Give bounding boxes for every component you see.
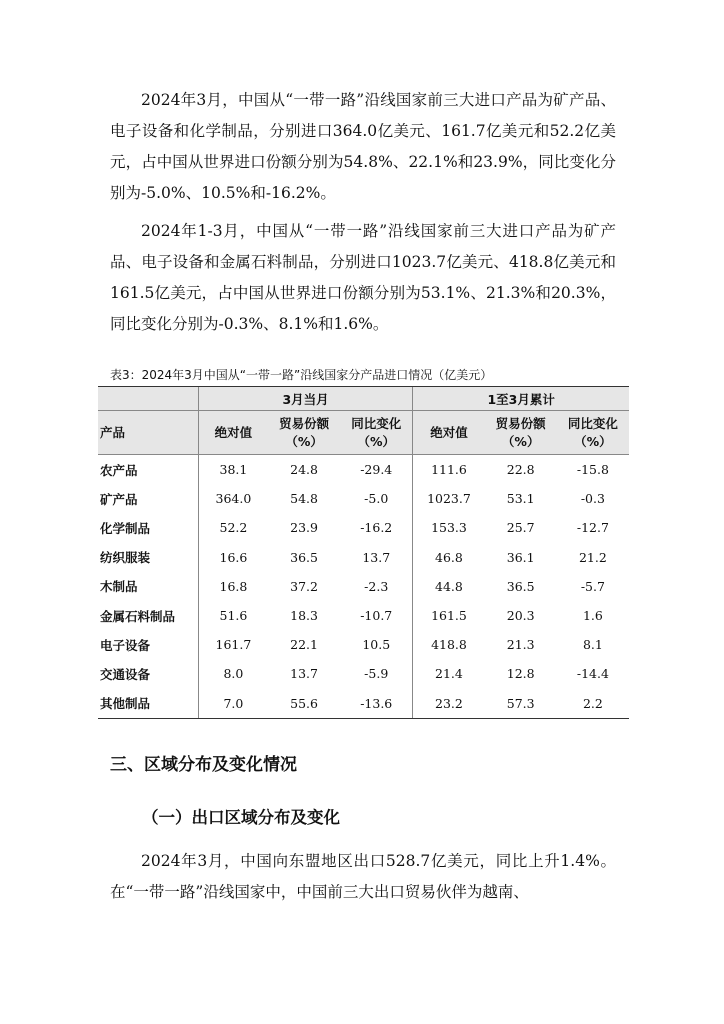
paragraph-import-q1: 2024年1-3月，中国从“一带一路”沿线国家前三大进口产品为矿产品、电子设备和金属石料制品，分别进口1023.7亿美元、418.8亿美元和161.5亿美元，占中国从世界进口份额分别为53.1%、21.3%和20.3%，同比变化分别为-0.3%、8.1%和1.6%。	[110, 222, 616, 333]
table-row	[98, 513, 629, 542]
cell-share-ytd: 53.1	[506, 491, 535, 507]
header-share-ytd: 贸易份额（%）	[485, 411, 557, 455]
cell-share-ytd: 36.5	[506, 578, 535, 594]
cell-share-ytd: 57.3	[485, 689, 557, 719]
cell-abs-march: 364.0	[198, 484, 268, 513]
table-row	[98, 689, 629, 719]
header-abs-march: 绝对值	[198, 411, 268, 455]
cell-share-ytd: 21.3	[506, 637, 535, 653]
table-group-header-row	[98, 387, 629, 411]
cell-yoy-ytd: 1.6	[582, 608, 603, 624]
cell-yoy-march: 13.7	[362, 549, 391, 565]
table-row	[98, 659, 629, 688]
table-caption: 表3：2024年3月中国从“一带一路”沿线国家分产品进口情况（亿美元）	[110, 368, 493, 382]
cell-yoy-march: -10.7	[360, 608, 393, 624]
cell-abs-march: 16.8	[198, 572, 268, 601]
header-product: 产品	[98, 411, 198, 455]
table-row	[98, 484, 629, 513]
cell-share-march: 22.1	[290, 637, 318, 653]
cell-abs-march: 16.6	[198, 543, 268, 572]
table-column-header-row	[98, 411, 629, 455]
import-by-product-table	[98, 386, 629, 719]
header-group-march: 3月当月	[198, 387, 412, 411]
product-name: 其他制品	[98, 689, 198, 719]
cell-share-ytd: 20.3	[506, 608, 535, 624]
cell-abs-march: 52.2	[198, 513, 268, 542]
header-yoy-march: 同比变化（%）	[340, 411, 413, 455]
cell-abs-ytd: 111.6	[413, 455, 485, 485]
header-group-ytd: 1至3月累计	[413, 387, 629, 411]
cell-share-march: 55.6	[268, 689, 340, 719]
cell-share-march: 54.8	[290, 491, 318, 507]
cell-yoy-march: -13.6	[340, 689, 413, 719]
cell-abs-ytd: 44.8	[413, 572, 485, 601]
product-name: 农产品	[100, 462, 138, 478]
cell-yoy-ytd: -14.4	[576, 666, 609, 682]
header-share-march: 贸易份额（%）	[268, 411, 340, 455]
cell-share-march: 13.7	[290, 666, 318, 682]
cell-abs-march: 8.0	[198, 659, 268, 688]
cell-abs-ytd: 21.4	[413, 659, 485, 688]
header-yoy-ytd: 同比变化（%）	[557, 411, 629, 455]
header-blank	[98, 387, 198, 411]
cell-share-march: 23.9	[290, 520, 318, 536]
cell-abs-ytd: 46.8	[413, 543, 485, 572]
cell-abs-ytd: 418.8	[413, 630, 485, 659]
cell-yoy-ytd: 21.2	[578, 549, 607, 565]
subsection-heading: （一）出口区域分布及变化	[142, 808, 340, 827]
table-row	[98, 455, 629, 485]
cell-yoy-march: 10.5	[362, 637, 391, 653]
cell-yoy-ytd: 2.2	[557, 689, 629, 719]
cell-yoy-march: -16.2	[360, 520, 393, 536]
cell-yoy-ytd: -12.7	[576, 520, 609, 536]
cell-abs-ytd: 23.2	[413, 689, 485, 719]
cell-share-march: 18.3	[290, 608, 318, 624]
cell-yoy-ytd: -5.7	[580, 578, 605, 594]
cell-abs-ytd: 153.3	[413, 513, 485, 542]
paragraph-import-march: 2024年3月，中国从“一带一路”沿线国家前三大进口产品为矿产品、电子设备和化学制品，分别进口364.0亿美元、161.7亿美元和52.2亿美元，占中国从世界进口份额分别为54.8%、22.1%和23.9%，同比变化分别为-5.0%、10.5%和-16.2%。	[110, 91, 616, 202]
section-heading: 三、区域分布及变化情况	[110, 755, 297, 775]
paragraph-export-asean: 2024年3月，中国向东盟地区出口528.7亿美元，同比上升1.4%。在“一带一路”沿线国家中，中国前三大出口贸易伙伴为越南、	[110, 852, 616, 901]
table-row	[98, 572, 629, 601]
cell-yoy-ytd: 8.1	[582, 637, 603, 653]
product-name: 金属石料制品	[100, 608, 176, 624]
cell-yoy-ytd: -15.8	[576, 462, 609, 478]
table-row	[98, 601, 629, 630]
table-row	[98, 630, 629, 659]
cell-yoy-ytd: -0.3	[580, 491, 605, 507]
cell-abs-ytd: 1023.7	[413, 484, 485, 513]
cell-share-ytd: 36.1	[506, 549, 535, 565]
cell-share-march: 36.5	[290, 549, 318, 565]
cell-share-ytd: 22.8	[506, 462, 535, 478]
cell-abs-march: 7.0	[198, 689, 268, 719]
product-name: 纺织服装	[100, 550, 151, 566]
cell-abs-march: 161.7	[198, 630, 268, 659]
cell-share-ytd: 25.7	[506, 520, 535, 536]
cell-yoy-march: -2.3	[364, 578, 389, 594]
cell-abs-march: 51.6	[198, 601, 268, 630]
product-name: 矿产品	[100, 491, 138, 507]
product-name: 木制品	[100, 579, 138, 595]
product-name: 化学制品	[100, 520, 151, 536]
table-row	[98, 543, 629, 572]
header-abs-ytd: 绝对值	[413, 411, 485, 455]
cell-share-march: 37.2	[290, 578, 318, 594]
cell-share-march: 24.8	[290, 462, 318, 478]
cell-yoy-march: -29.4	[360, 462, 393, 478]
cell-abs-ytd: 161.5	[413, 601, 485, 630]
cell-yoy-march: -5.9	[364, 666, 389, 682]
cell-abs-march: 38.1	[198, 455, 268, 485]
cell-share-ytd: 12.8	[506, 666, 535, 682]
product-name: 电子设备	[100, 637, 151, 653]
cell-yoy-march: -5.0	[364, 491, 389, 507]
product-name: 交通设备	[100, 666, 151, 682]
